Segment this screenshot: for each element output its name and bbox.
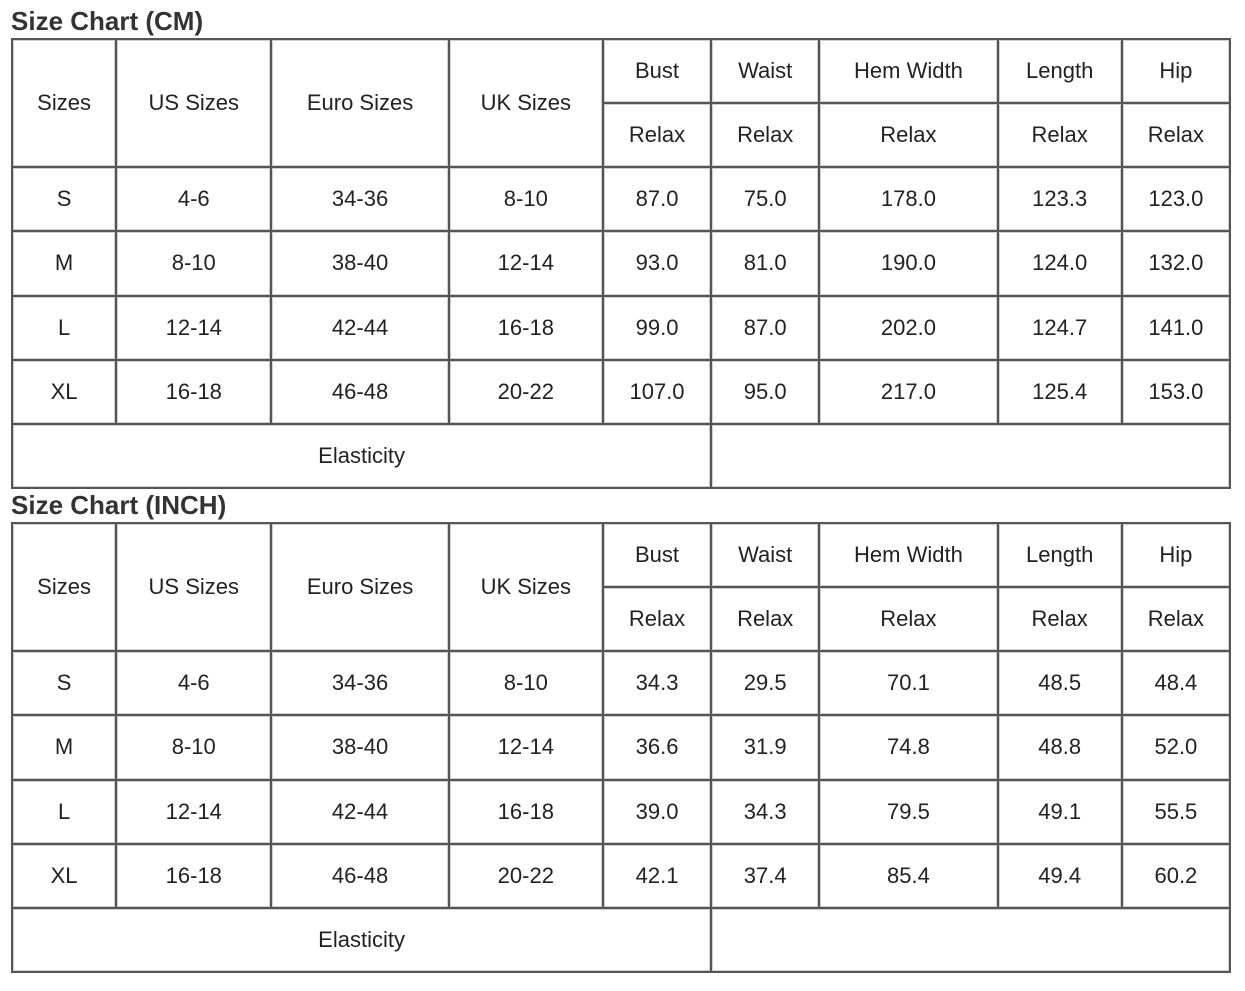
cell-us: 12-14: [117, 297, 272, 361]
size-chart-cm-title: Size Chart (CM): [11, 6, 204, 36]
cell-uk: 8-10: [450, 652, 604, 716]
subheader-hip-relax: Relax: [1123, 588, 1231, 652]
header-euro-sizes: Euro Sizes: [272, 40, 449, 168]
elasticity-value: [712, 425, 1231, 489]
cell-euro: 42-44: [272, 297, 449, 361]
header-waist: Waist: [712, 40, 820, 104]
cell-euro: 46-48: [272, 361, 449, 425]
elasticity-row: [13, 425, 1231, 489]
cell-hem: 70.1: [820, 652, 998, 716]
elasticity-label: Elasticity: [13, 909, 712, 973]
header-uk-sizes: UK Sizes: [450, 524, 604, 652]
header-us-sizes: US Sizes: [117, 524, 272, 652]
cell-size: L: [13, 781, 117, 845]
subheader-bust-relax: Relax: [604, 588, 712, 652]
elasticity-value: [712, 909, 1231, 973]
cell-euro: 38-40: [272, 716, 449, 780]
cell-bust: 99.0: [604, 297, 712, 361]
cell-waist: 87.0: [712, 297, 820, 361]
cell-us: 4-6: [117, 652, 272, 716]
cell-length: 49.4: [999, 845, 1123, 909]
cell-hem: 74.8: [820, 716, 998, 780]
cell-size: M: [13, 716, 117, 780]
cell-uk: 8-10: [450, 168, 604, 232]
header-uk-sizes: UK Sizes: [450, 40, 604, 168]
header-hip: Hip: [1123, 524, 1231, 588]
cell-hip: 153.0: [1123, 361, 1231, 425]
cell-us: 8-10: [117, 716, 272, 780]
cell-length: 124.7: [999, 297, 1123, 361]
header-row: [13, 40, 1231, 104]
cell-waist: 95.0: [712, 361, 820, 425]
cell-hip: 141.0: [1123, 297, 1231, 361]
cell-length: 48.8: [999, 716, 1123, 780]
cell-uk: 12-14: [450, 716, 604, 780]
cell-us: 12-14: [117, 781, 272, 845]
header-us-sizes: US Sizes: [117, 40, 272, 168]
subheader-length-relax: Relax: [999, 588, 1123, 652]
cell-bust: 42.1: [604, 845, 712, 909]
table-row: [13, 845, 1231, 909]
cell-length: 49.1: [999, 781, 1123, 845]
subheader-waist-relax: Relax: [712, 104, 820, 168]
cell-hem: 217.0: [820, 361, 998, 425]
cell-size: XL: [13, 845, 117, 909]
header-sizes: Sizes: [13, 524, 117, 652]
size-chart-inch-title: Size Chart (INCH): [11, 490, 227, 520]
cell-hem: 85.4: [820, 845, 998, 909]
cell-uk: 16-18: [450, 781, 604, 845]
cell-hem: 190.0: [820, 232, 998, 296]
cell-length: 125.4: [999, 361, 1123, 425]
cell-size: S: [13, 652, 117, 716]
cell-bust: 107.0: [604, 361, 712, 425]
cell-bust: 39.0: [604, 781, 712, 845]
size-chart-cm-table: [11, 38, 1231, 489]
header-euro-sizes: Euro Sizes: [272, 524, 449, 652]
cell-size: S: [13, 168, 117, 232]
cell-uk: 20-22: [450, 845, 604, 909]
cell-us: 16-18: [117, 361, 272, 425]
cell-bust: 34.3: [604, 652, 712, 716]
table-row: [13, 232, 1231, 296]
cell-length: 48.5: [999, 652, 1123, 716]
cell-us: 4-6: [117, 168, 272, 232]
cell-hem: 202.0: [820, 297, 998, 361]
cell-size: XL: [13, 361, 117, 425]
header-hip: Hip: [1123, 40, 1231, 104]
table-row: [13, 361, 1231, 425]
cell-size: M: [13, 232, 117, 296]
cell-length: 123.3: [999, 168, 1123, 232]
cell-waist: 29.5: [712, 652, 820, 716]
subheader-hem-relax: Relax: [820, 588, 998, 652]
cell-us: 16-18: [117, 845, 272, 909]
elasticity-label: Elasticity: [13, 425, 712, 489]
table-row: [13, 297, 1231, 361]
subheader-hip-relax: Relax: [1123, 104, 1231, 168]
table-row: [13, 781, 1231, 845]
cell-hip: 52.0: [1123, 716, 1231, 780]
header-length: Length: [999, 524, 1123, 588]
header-length: Length: [999, 40, 1123, 104]
cell-hip: 132.0: [1123, 232, 1231, 296]
cell-waist: 75.0: [712, 168, 820, 232]
subheader-length-relax: Relax: [999, 104, 1123, 168]
cell-uk: 20-22: [450, 361, 604, 425]
cell-euro: 42-44: [272, 781, 449, 845]
size-chart-inch-table: [11, 522, 1231, 973]
cell-hem: 79.5: [820, 781, 998, 845]
cell-hip: 123.0: [1123, 168, 1231, 232]
cell-bust: 36.6: [604, 716, 712, 780]
header-row: [13, 524, 1231, 588]
cell-us: 8-10: [117, 232, 272, 296]
header-sizes: Sizes: [13, 40, 117, 168]
subheader-hem-relax: Relax: [820, 104, 998, 168]
cell-waist: 37.4: [712, 845, 820, 909]
cell-waist: 31.9: [712, 716, 820, 780]
subheader-waist-relax: Relax: [712, 588, 820, 652]
table-row: [13, 168, 1231, 232]
table-row: [13, 716, 1231, 780]
cell-hip: 48.4: [1123, 652, 1231, 716]
header-bust: Bust: [604, 524, 712, 588]
cell-hip: 55.5: [1123, 781, 1231, 845]
cell-uk: 16-18: [450, 297, 604, 361]
cell-hem: 178.0: [820, 168, 998, 232]
table-row: [13, 652, 1231, 716]
cell-euro: 46-48: [272, 845, 449, 909]
cell-uk: 12-14: [450, 232, 604, 296]
cell-bust: 93.0: [604, 232, 712, 296]
cell-euro: 34-36: [272, 652, 449, 716]
elasticity-row: [13, 909, 1231, 973]
header-hem-width: Hem Width: [820, 40, 998, 104]
cell-hip: 60.2: [1123, 845, 1231, 909]
cell-euro: 38-40: [272, 232, 449, 296]
subheader-bust-relax: Relax: [604, 104, 712, 168]
cell-length: 124.0: [999, 232, 1123, 296]
cell-euro: 34-36: [272, 168, 449, 232]
cell-waist: 81.0: [712, 232, 820, 296]
header-waist: Waist: [712, 524, 820, 588]
header-hem-width: Hem Width: [820, 524, 998, 588]
header-bust: Bust: [604, 40, 712, 104]
cell-waist: 34.3: [712, 781, 820, 845]
cell-bust: 87.0: [604, 168, 712, 232]
cell-size: L: [13, 297, 117, 361]
